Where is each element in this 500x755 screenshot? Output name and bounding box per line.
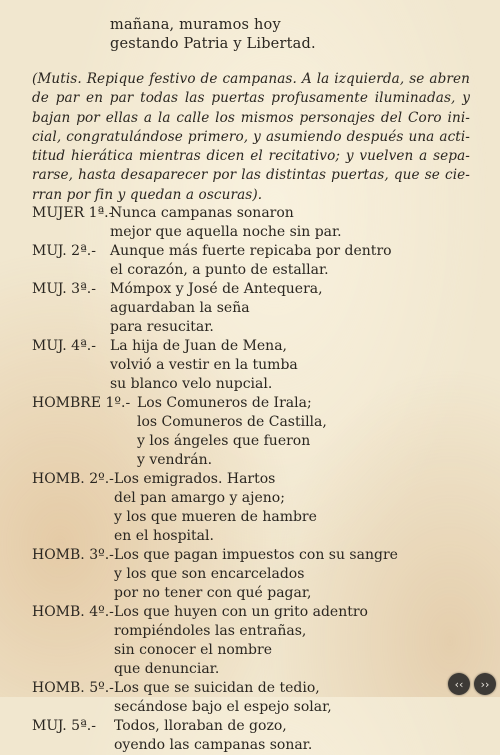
speaker-label: MUJER 1ª.- [32,205,114,221]
speech-line: y los ángeles que fueron [137,433,311,449]
speech-line: y los que son encarcelados [114,566,305,582]
speaker-label: HOMB. 3º.- [32,547,114,563]
dialogue-entry [32,717,472,755]
verse-line: mañana, muramos hoy [110,17,281,33]
speech-line: Los que se suicidan de tedio, [114,680,320,696]
dialogue [32,204,472,755]
speech-line: volvió a vestir en la tumba [110,357,298,373]
speech-line: mejor que aquella noche sin par. [110,224,342,240]
speech-line: y los que mueren de hambre [114,509,317,525]
previous-page-button[interactable] [448,673,470,695]
speech [114,470,472,546]
speech-line: por no tener con qué pagar, [114,585,312,601]
speech-line: Los que pagan impuestos con su sangre [114,547,398,563]
dialogue-entry [32,337,472,394]
speech-line: Aunque más fuerte repicaba por dentro [110,243,392,259]
stage-line: cial, congratulándose primero, y asumiendo después una acti- [32,128,470,145]
speech [110,280,472,337]
speech-line: Mómpox y José de Antequera, [110,281,323,297]
speech-line: del pan amargo y ajeno; [114,490,285,506]
dialogue-entry [32,242,472,280]
speech-line: aguardaban la seña [110,300,250,316]
stage-line: de par en par todas las puertas profusamente iluminadas, y [32,90,470,107]
dialogue-entry [32,679,472,717]
speaker-label: MUJ. 5ª.- [32,718,96,734]
speech-line: el corazón, a punto de estallar. [110,262,329,278]
speech [137,394,472,470]
page-navigation [448,673,496,695]
speaker-label: MUJ. 4ª.- [32,338,96,354]
speaker-label: HOMB. 4º.- [32,604,114,620]
speaker-label: HOMBRE 1º.- [32,395,131,411]
speaker-label: HOMB. 2º.- [32,471,114,487]
dialogue-entry [32,280,472,337]
speech [110,242,472,280]
next-page-button[interactable] [474,673,496,695]
stage-line: (Mutis. Repique festivo de campanas. A la izquierda, se abren [32,71,470,87]
speech-line: Todos, lloraban de gozo, [114,718,287,734]
dialogue-entry [32,394,472,470]
stage-line: bajan por ellas a la calle los mismos personajes del Coro ini- [32,109,470,126]
speaker-label: MUJ. 2ª.- [32,243,96,259]
stage-direction [32,70,470,205]
dialogue-entry [32,204,472,242]
speech-line: oyendo las campanas sonar. [114,737,313,753]
speaker-label: MUJ. 3ª.- [32,281,96,297]
speech-line: Nunca campanas sonaron [110,205,294,221]
speech-line: La hija de Juan de Mena, [110,338,287,354]
verse-line: gestando Patria y Libertad. [110,36,316,52]
speech-line: secándose bajo el espejo solar, [114,699,332,715]
speech-line: los Comuneros de Castilla, [137,414,327,430]
dialogue-entry [32,470,472,546]
speech [114,679,472,717]
speaker-label: HOMB. 5º.- [32,680,114,696]
speech [114,717,472,755]
speech [110,204,472,242]
speech-line: Los Comuneros de Irala; [137,395,312,411]
stage-line: rran por fin y quedan a oscuras). [32,186,263,203]
speech-line: que denunciar. [114,661,220,677]
speech [114,546,472,603]
double-chevron-right-icon: ›› [480,677,490,691]
double-chevron-left-icon: ‹‹ [454,677,464,691]
speech-line: en el hospital. [114,528,214,544]
speech [114,603,472,679]
stage-line: titud hierática mientras dicen el recitativo; y vuelven a sepa- [32,148,470,165]
speech-line: Los que huyen con un grito adentro [114,604,368,620]
speech-line: sin conocer el nombre [114,642,272,658]
speech [110,337,472,394]
speech-line: rompiéndoles las entrañas, [114,623,307,639]
speech-line: y vendrán. [137,452,213,468]
dialogue-entry [32,546,472,603]
opening-verse [110,16,316,54]
speech-line: Los emigrados. Hartos [114,471,276,487]
dialogue-entry [32,603,472,679]
speech-line: su blanco velo nupcial. [110,376,273,392]
stage-line: rarse, hasta desaparecer por las distintas puertas, que se cie- [32,167,470,184]
speech-line: para resucitar. [110,319,214,335]
